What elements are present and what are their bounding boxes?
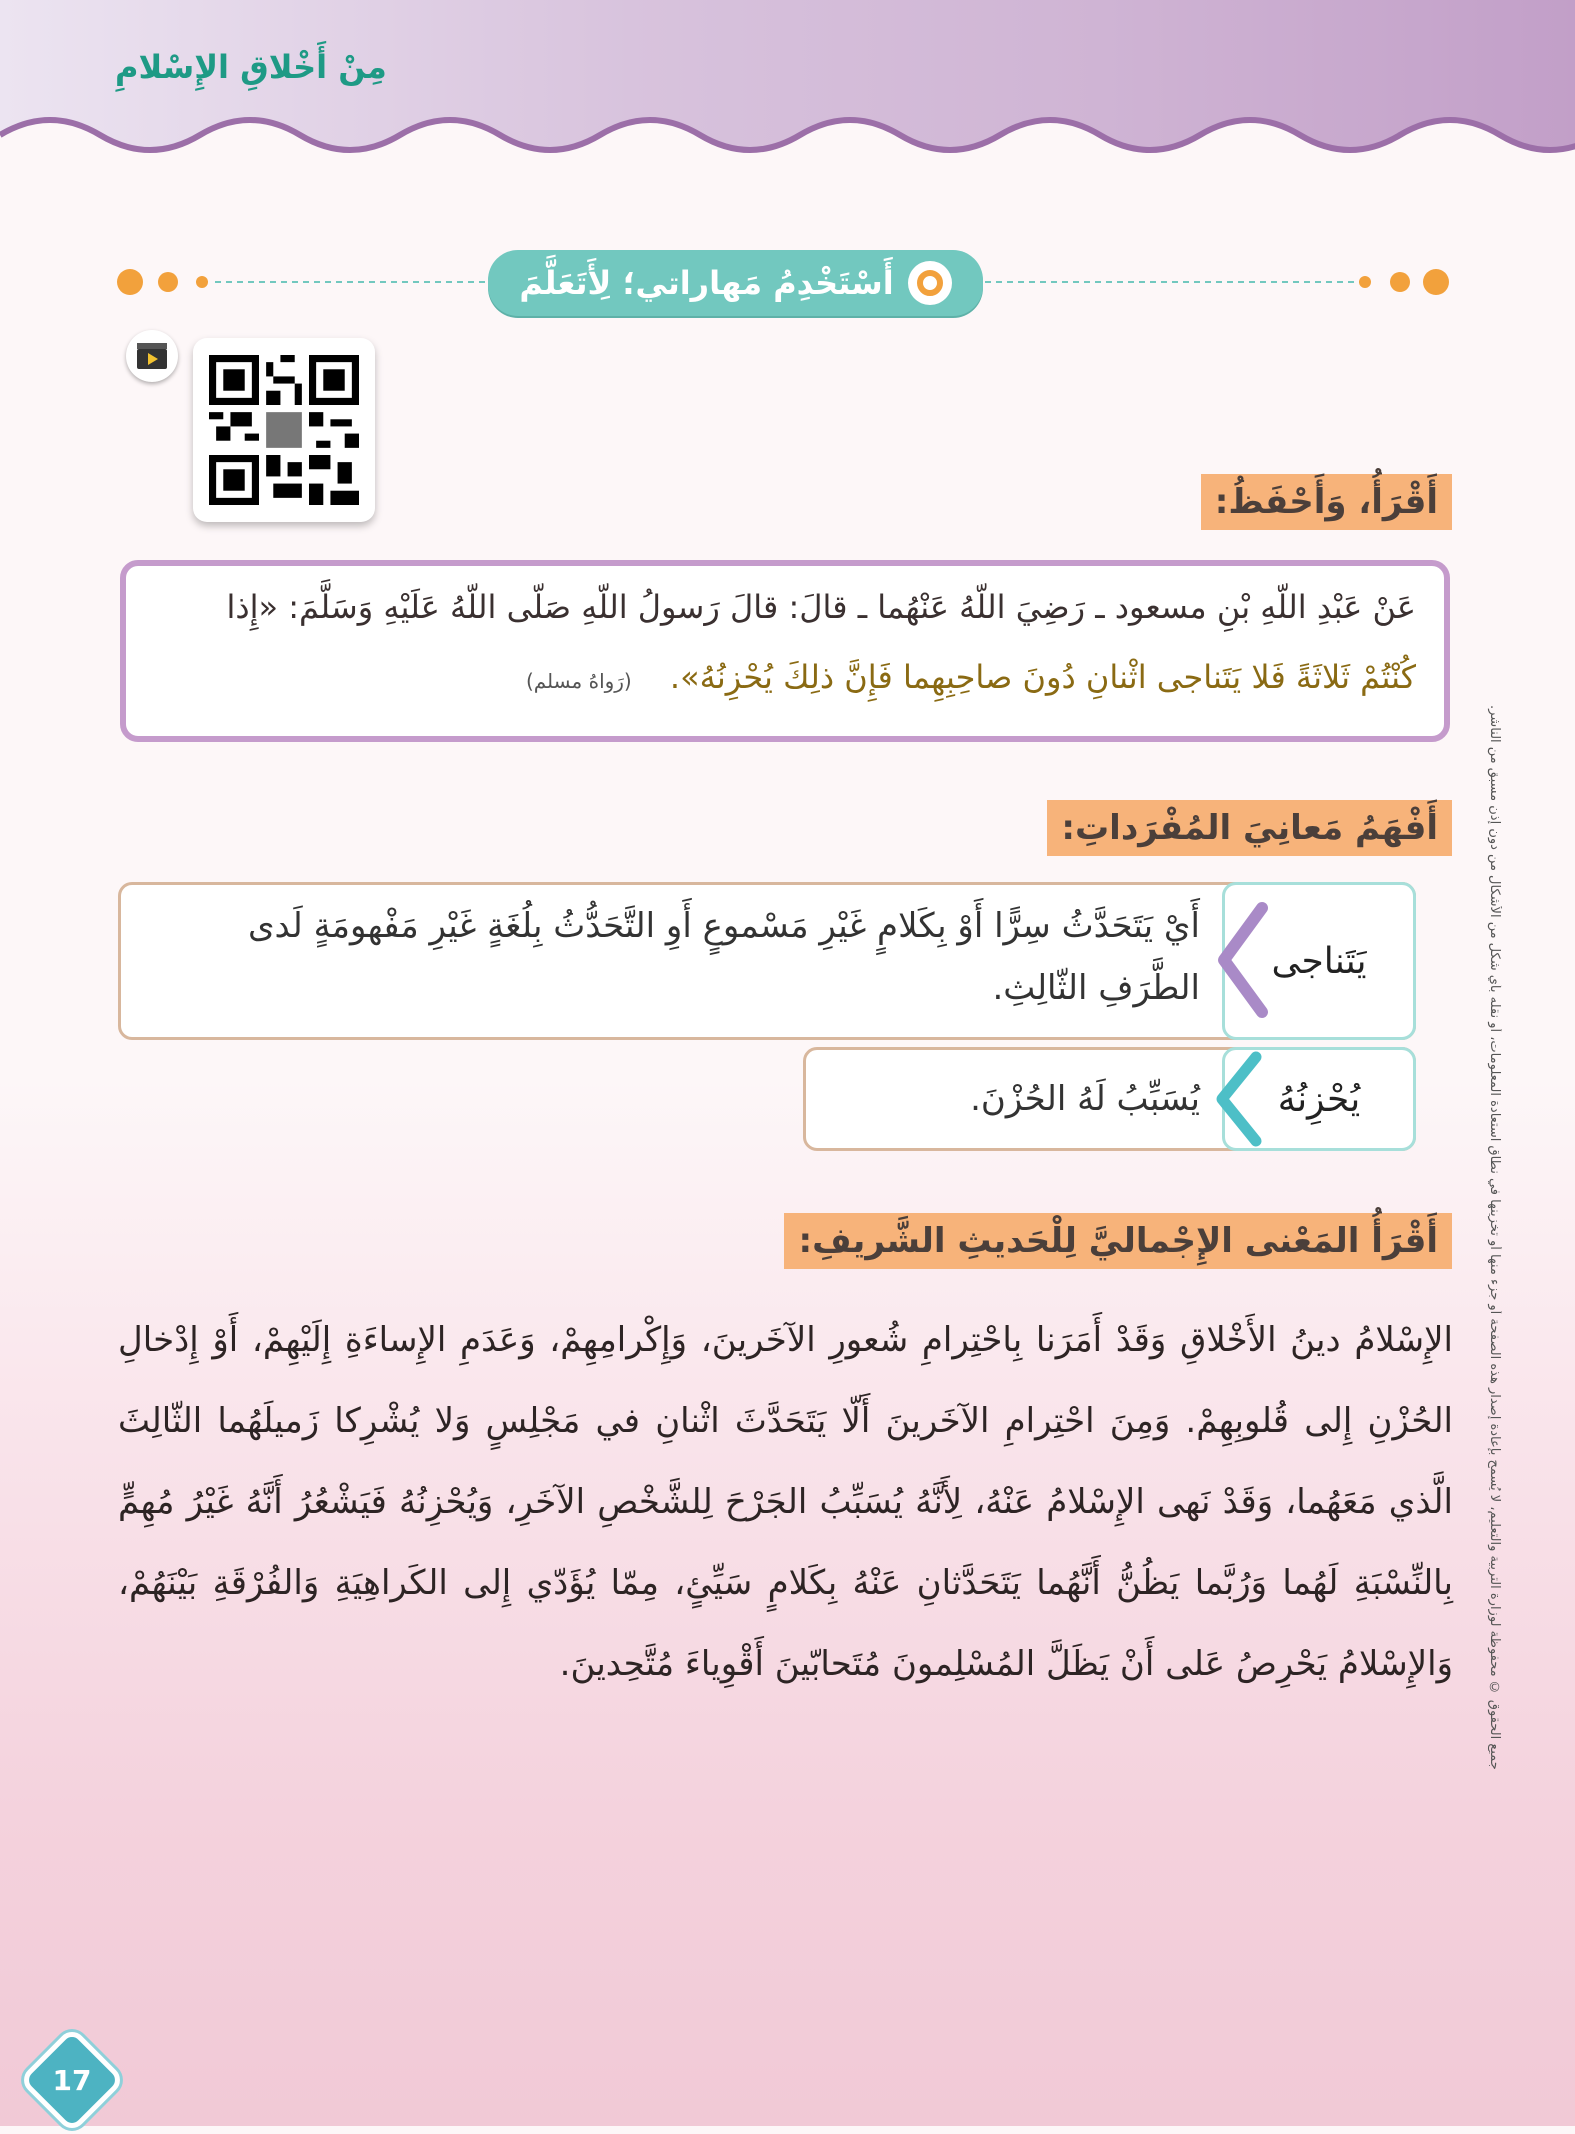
narrator-note: (رَواهُ مسلم) [525, 669, 632, 693]
vocab-term-2: يُحْزِنُهُ [1222, 1047, 1416, 1151]
overall-meaning-label: أَقْرَأُ المَعْنى الإِجْماليَّ لِلْحَديثِ الشَّريفِ: [784, 1213, 1452, 1269]
vocab-term-1: يَتَناجى [1222, 882, 1416, 1040]
page-number: 17 [52, 2063, 92, 2097]
section-banner [488, 250, 983, 316]
chevron-left-icon [1212, 900, 1272, 1020]
copyright-note: جميع الحقوق © محفوظة لوزارة التربية والتعليم، لا يُسمح بإعادة إصدار هذه الصفحة أو جزء منها أو تخزينها في نطاق استعادة المعلومات، أو نقله بأي شكل من الأشكال من دون إذن مسبق من الناشر. [1487, 705, 1502, 1770]
chapter-title: مِنْ أَخْلاقِ الإِسْلامِ [115, 48, 387, 86]
hadith-line-2 [526, 658, 1416, 696]
section-banner-label: أَسْتَخْدِمُ مَهاراتي؛ لِأَتَعَلَّمَ [519, 264, 894, 302]
chevron-left-icon [1212, 1051, 1264, 1147]
vocab-definition-1: أَيْ يَتَحَدَّثُ سِرًّا أَوْ بِكَلامٍ غَيْرِ مَسْموعٍ أَوِ التَّحَدُّثُ بِلُغَةٍ غَيْرِ مَفْهومَةٍ لَدى الطَّرَفِ الثّالِثِ. [247, 906, 1200, 1008]
hadith-line-1: عَنْ عَبْدِ اللّهِ بْنِ مسعود ـ رَضِيَ اللّهُ عَنْهُما ـ قالَ: قالَ رَسولُ اللّهِ صَلّى اللّهُ عَلَيْهِ وَسَلَّمَ: «إِذا [226, 588, 1416, 626]
hadith-box [120, 560, 1450, 742]
qr-code-icon [209, 355, 359, 505]
video-icon[interactable] [126, 330, 178, 382]
read-memorize-label: أَقْرَأُ، وَأَحْفَظُ: [1201, 474, 1452, 530]
vocab-definition-2: يُسَبِّبُ لَهُ الحُزْنَ. [970, 1079, 1200, 1119]
overall-meaning-paragraph: الإِسْلامُ دينُ الأَخْلاقِ وَقَدْ أَمَرَنا بِاحْتِرامِ شُعورِ الآخَرينَ، وَإِكْرامِهِمْ، وَعَدَمِ الإِساءَةِ إِلَيْهِمْ، أَوْ إِدْخالِ الحُزْنِ إِلى قُلوبِهِمْ. وَمِنَ احْتِرامِ الآخَرينَ أَلّا يَتَحَدَّثَ اثْنانِ في مَجْلِسٍ وَلا يُشْرِكا زَميلَهُما الثّالِثَ الَّذي مَعَهُما، وَقَدْ نَهى الإِسْلامُ عَنْهُ، لِأَنَّهُ يُسَبِّبُ الجَرْحَ لِلشَّخْصِ الآخَرِ، وَيُحْزِنُهُ فَيَشْعُرُ أَنَّهُ غَيْرُ مُهِمٍّ بِالنِّسْبَةِ لَهُما وَرُبَّما يَظُنُّ أَنَّهُما يَتَحَدَّثانِ عَنْهُ بِكَلامٍ سَيِّئٍ، مِمّا يُؤَدّي إِلى الكَراهِيَةِ وَالفُرْقَةِ بَيْنَهُمْ، وَالإِسْلامُ يَحْرِصُ عَلى أَنْ يَظَلَّ المُسْلِمونَ مُتَحابّينَ أَقْوِياءَ مُتَّحِدينَ. [118, 1320, 1453, 1684]
gear-icon [908, 261, 952, 305]
vocabulary-label: أَفْهَمُ مَعانِيَ المُفْرَداتِ: [1047, 800, 1452, 856]
hadith-text: كُنْتُمْ ثَلاثَةً فَلا يَتَناجى اثْنانِ دُونَ صاحِبِهِما فَإِنَّ ذلِكَ يُحْزِنُهُ». [669, 658, 1416, 696]
qr-code[interactable] [193, 338, 375, 522]
header-wave [0, 95, 1575, 185]
